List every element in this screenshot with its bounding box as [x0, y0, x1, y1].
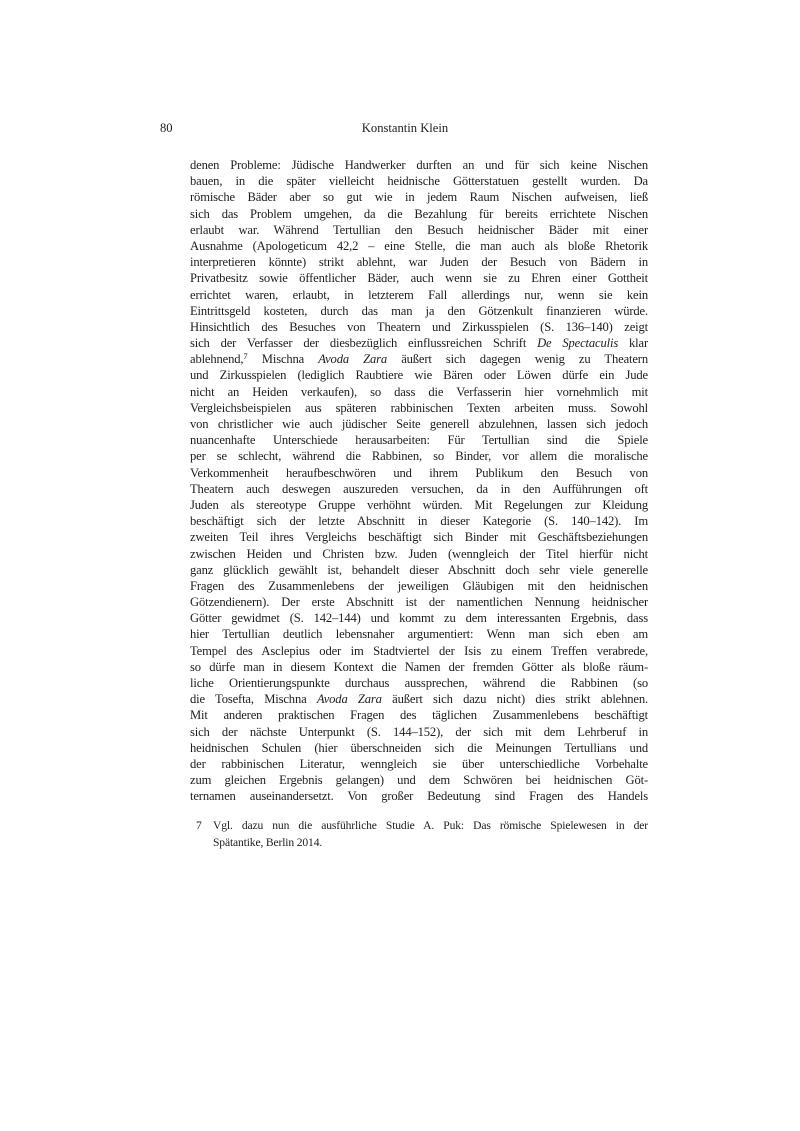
running-title: Konstantin Klein: [361, 121, 449, 135]
text-segment: interpretieren könnte) strikt ablehnt, war Juden der Besuch von Bädern in: [190, 255, 648, 270]
text-segment: sich das Problem umgehen, da die Bezahlung für bereits errichtete Nischen: [190, 206, 648, 221]
text-segment: hier Tertullian deutlich lebensnaher argumentiert: Wenn man sich eben am: [190, 627, 648, 642]
text-segment: beschäftigt sich der letzte Abschnitt in dieser Kategorie (S. 140–142). Im: [190, 514, 648, 529]
text-segment: zweiten Teil ihres Vergleichs beschäftigt sich Binder mit Geschäftsbeziehungen: [190, 530, 648, 545]
body-line: [190, 222, 648, 238]
text-segment: zum gleichen Ergebnis gelangen) und dem Schwören bei heidnischen Göt-: [190, 773, 648, 788]
footnote-line: [190, 817, 648, 834]
text-segment: ternamen auseinandersetzt. Von großer Bedeutung sind Fragen des Handels: [190, 789, 648, 804]
body-line: [190, 740, 648, 756]
body-line: [190, 384, 648, 400]
body-line: [190, 756, 648, 772]
footnote-line: Spätantike, Berlin 2014.: [213, 836, 323, 849]
text-segment: klar: [618, 336, 648, 351]
text-segment: nicht an Heiden verkaufen), so dass die Verfasserin hier vornehmlich mit: [190, 384, 648, 399]
text-segment: Ausnahme (Apologeticum 42,2 – eine Stelle, die man auch als bloße Rhetorik: [190, 238, 648, 253]
text-segment: liche Orientierungspunkte durchaus aussprechen, während die Rabbinen (so: [190, 676, 648, 690]
text-segment: Theatern auch deswegen auszureden versuchen, da in den Aufführungen oft: [190, 481, 648, 496]
body-line: [190, 546, 648, 562]
text-segment: Privatbesitz sowie öffentlicher Bäder, auch wenn sie zu Ehren einer Gottheit: [190, 271, 648, 286]
body-line: [190, 351, 648, 367]
italic-term: Avoda Zara: [318, 352, 388, 367]
italic-term: Avoda Zara: [316, 692, 382, 707]
text-segment: ganz glücklich gewählt ist, behandelt dieser Abschnitt doch sehr viele generelle: [190, 562, 648, 577]
text-segment: äußert sich dazu nicht) dies strikt ablehnen.: [381, 692, 648, 707]
text-segment: römische Bäder aber so gut wie in jedem Raum Nischen aufweisen, ließ: [190, 190, 648, 205]
body-line: [190, 707, 648, 723]
text-segment: Verkommenheit heraufbeschwören und ihrem Publikum den Besuch von: [190, 465, 648, 480]
body-line: [190, 788, 648, 804]
body-line: [190, 724, 648, 740]
text-segment: der rabbinischen Literatur, wenngleich sie über unterschiedliche Vorbehalte: [190, 756, 648, 771]
text-segment: Mit anderen praktischen Fragen des täglichen Zusammenlebens beschäftigt: [190, 708, 648, 723]
body-line: [190, 610, 648, 626]
text-segment: denen Probleme: Jüdische Handwerker durften an und für sich keine Nischen: [190, 158, 648, 172]
body-line: [190, 529, 648, 545]
text-segment: sich der nächste Unterpunkt (S. 144–152), der sich mit dem Lehrberuf in: [190, 724, 648, 739]
text-segment: erlaubt war. Während Tertullian den Besuch heidnischer Bäder mit einer: [190, 222, 648, 237]
footnote-marker: 7: [196, 819, 202, 832]
italic-term: De Spectaculis: [537, 336, 619, 351]
text-segment: und Zirkusspielen (lediglich Raubtiere wie Bären oder Löwen dürfe ein Jude: [190, 368, 648, 383]
text-segment: errichtet waren, erlaubt, in letzterem Fall allerdings nur, wenn sie kein: [190, 287, 648, 302]
body-line: [190, 691, 648, 707]
footnote-reference: 7: [243, 351, 248, 362]
text-segment: nuancenhafte Unterschiede herausarbeiten: Für Tertullian sind die Spiele: [190, 433, 648, 448]
body-line: [190, 287, 648, 303]
text-segment: ablehnend,: [190, 352, 244, 367]
text-segment: per se schlecht, während die Rabbinen, so Binder, vor allem die moralische: [190, 449, 648, 464]
body-line: [190, 562, 648, 578]
footnote-text: Vgl. dazu nun die ausführliche Studie A. Puk: Das römische Spielewesen in der: [213, 819, 648, 832]
page-header: [160, 120, 650, 137]
body-line: [190, 659, 648, 675]
body-line: [190, 448, 648, 464]
text-segment: Fragen des Zusammenlebens der jeweiligen Gläubigen mit den heidnischen: [190, 578, 648, 593]
body-line: [190, 772, 648, 788]
body-line: [190, 465, 648, 481]
body-line: [190, 254, 648, 270]
text-segment: Juden als stereotype Gruppe verhöhnt würden. Mit Regelungen zur Kleidung: [190, 497, 648, 512]
body-line: [190, 335, 648, 351]
body-line: [190, 643, 648, 659]
body-line: [190, 157, 648, 173]
text-segment: von christlicher wie auch jüdischer Seite generell abzulehnen, lassen sich jedoch: [190, 417, 648, 431]
text-segment: Götzendienern). Der erste Abschnitt ist der namentlichen Nennung heidnischer: [190, 595, 648, 610]
text-segment: heidnischen Schulen (hier überschneiden sich die Meinungen Tertullians und: [190, 740, 648, 755]
body-line: [190, 626, 648, 642]
text-segment: Vergleichsbeispielen aus späteren rabbinischen Texten arbeiten muss. Sowohl: [190, 400, 648, 415]
body-line: [190, 481, 648, 497]
body-line: [190, 303, 648, 319]
body-line: [190, 189, 648, 205]
footnote: [190, 817, 648, 851]
body-text: [190, 157, 648, 805]
text-segment: Eintrittsgeld kosteten, durch das man ja den Götzenkult finanzieren würde.: [190, 303, 648, 318]
body-line: [190, 238, 648, 254]
body-line: [190, 497, 648, 513]
text-segment: die Tosefta, Mischna: [190, 692, 317, 707]
text-segment: sich der Verfasser der diesbezüglich einflussreichen Schrift: [190, 336, 538, 351]
body-line: [190, 513, 648, 529]
body-line: [190, 206, 648, 222]
text-segment: so dürfe man in diesem Kontext die Namen der fremden Götter als bloße räum-: [190, 659, 648, 674]
body-line: [190, 594, 648, 610]
body-line: [190, 675, 648, 691]
text-segment: zwischen Heiden und Christen bzw. Juden (wenngleich der Titel hierfür nicht: [190, 546, 648, 561]
body-line: [190, 173, 648, 189]
page-number: 80: [160, 121, 173, 135]
body-line: [190, 400, 648, 416]
text-segment: Tempel des Asclepius oder im Stadtviertel der Isis zu einem Treffen verabrede,: [190, 643, 648, 658]
body-line: [190, 270, 648, 286]
body-line: [190, 416, 648, 432]
text-segment: bauen, in die später vielleicht heidnische Götterstatuen gestellt wurden. Da: [190, 174, 648, 189]
text-segment: äußert sich dagegen wenig zu Theatern: [387, 352, 648, 367]
text-segment: Hinsichtlich des Besuches von Theatern und Zirkusspielen (S. 136–140) zeigt: [190, 319, 648, 334]
body-line: [190, 432, 648, 448]
body-line: [190, 578, 648, 594]
text-segment: Mischna: [247, 352, 319, 367]
body-line: [190, 367, 648, 383]
text-segment: Götter gewidmet (S. 142–144) und kommt zu dem interessanten Ergebnis, dass: [190, 611, 648, 626]
body-line: [190, 319, 648, 335]
